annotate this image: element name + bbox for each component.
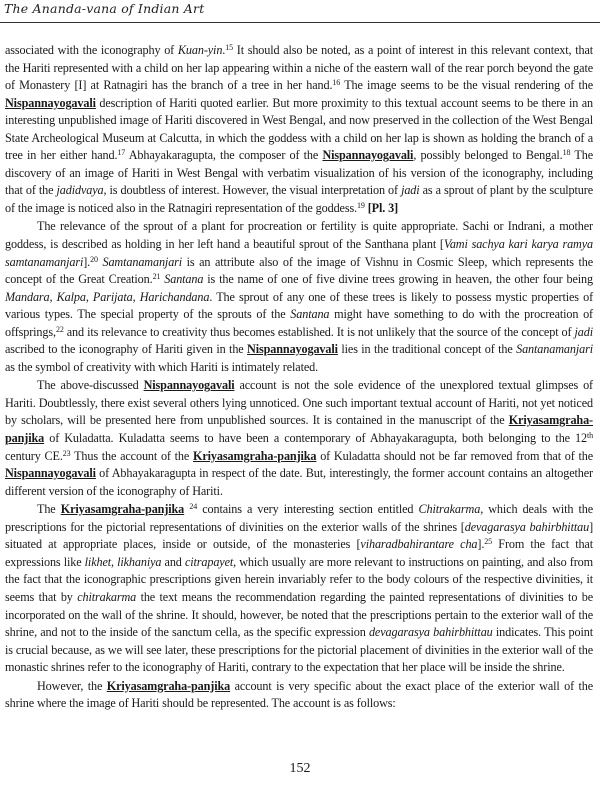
italic-term: jadi bbox=[574, 324, 593, 339]
body-text bbox=[5, 42, 593, 714]
italic-term: Santana bbox=[164, 272, 204, 287]
italic-term: viharadbahirantare cha bbox=[360, 537, 478, 552]
footnote-marker: 20 bbox=[90, 254, 98, 264]
italic-term: Kalpa bbox=[56, 289, 86, 304]
text-title: Nispannayogavali bbox=[322, 148, 414, 163]
footnote-marker: 19 bbox=[357, 200, 365, 210]
paragraph-5: However, the Kriyasamgraha-panjika account is very specific about the exact place of the exterior wall of the shrine where the image of Hariti should be represented. The account is as follows: bbox=[5, 678, 594, 711]
header-rule bbox=[0, 22, 600, 23]
italic-term: Harichandana bbox=[139, 289, 210, 304]
italic-term: Samtanamanjari bbox=[102, 254, 183, 269]
footnote-marker: 16 bbox=[332, 78, 341, 88]
italic-term: Vami sachya kari karya ramya samtanamanjari bbox=[5, 237, 593, 269]
italic-term: likhet bbox=[84, 554, 112, 569]
italic-term: likhaniya bbox=[117, 554, 162, 569]
footnote-marker: 22 bbox=[55, 324, 64, 334]
italic-term: jadidvaya bbox=[56, 183, 104, 198]
text-title: Kriyasamgraha-panjika bbox=[60, 502, 185, 517]
italic-term: Santana bbox=[290, 307, 330, 322]
italic-term: Parijata bbox=[92, 289, 133, 304]
italic-term: chitrakarma bbox=[77, 589, 137, 604]
text-title: Kriyasamgraha-panjika bbox=[106, 678, 231, 693]
text-title: Nispannayogavali bbox=[247, 342, 338, 357]
paragraph-4: The Kriyasamgraha-panjika $^{24}$ contains a very interesting section entitled Chitrakarma, which deals with the prescriptions for the pictorial representations of divinities on the exterior walls of the shrines [devagarasya bahirbhittau] situated at appropriate places, inside or outside, of the monasteries [viharadbahirantare cha].$^{25}$ From the fact that expressions like likhet, likhaniya and citrapayet, which usually are more relevant to instructions on painting, and also from the fact that the iconographic prescriptions given herein invariably refer to the body colours of the respective divinities, it seems that by chitrakarma the text means the recommendation regarding the painted representations of divinities to be incorporated on the wall of the shrine. It should, however, be noted that the prescriptions pertain to the exterior wall of the shrine, and not to the inside of the sanctum cella, as the specific expression devagarasya bahirbhittau indicates. This point is crucial because, as we will see later, these prescriptions for the pictorial placement of divinities in the exterior wall of the monastic shrines refer to the iconography of Hariti, contrary to the expectation that her place will be inside the shrine. bbox=[5, 502, 594, 675]
italic-term: Chitrakarma bbox=[418, 502, 481, 517]
plate-reference: [Pl. 3] bbox=[367, 200, 399, 215]
text-title: Nispannayogavali bbox=[5, 466, 96, 481]
footnote-marker: 17 bbox=[117, 148, 126, 158]
italic-term: Santanamanjari bbox=[516, 342, 593, 357]
footnote-marker: th bbox=[587, 431, 593, 441]
text-title: Kriyasamgraha-panjika bbox=[5, 413, 593, 446]
italic-term: Kuan-yin bbox=[177, 43, 223, 57]
paragraph-2: The relevance of the sprout of a plant for procreation or fertility is quite appropriate. Sachi or Indrani, a mother goddess, is described as holding in her left hand a beautiful sprout of the Santhana plant [Vami sachya kari karya ramya samtanamanjari].$^{20}$ Samtanamanjari is an attribute also of the image of Vishnu in Cosmic Sleep, which represents the concept of the Great Creation.$^{21}$ Santana is the name of one of five divine trees growing in heaven, the other four being Mandara, Kalpa, Parijata, Harichandana. The sprout of any one of these trees is likely to possess mystic properties of various types. The special property of the sprouts of the Santana might have something to do with the procreation of offsprings,$^{22}$ and its relevance to creativity thus becomes established. It is not unlikely that the source of the concept of jadi ascribed to the iconography of Hariti given in the Nispannayogavali lies in the traditional concept of the Santanamanjari as the symbol of creativity with which Hariti is intimately related. bbox=[5, 219, 594, 374]
footnote-marker: 25 bbox=[484, 537, 493, 547]
italic-term: devagarasya bahirbhittau bbox=[368, 625, 493, 640]
text-title: Nispannayogavali bbox=[5, 95, 96, 110]
italic-term: jadi bbox=[401, 183, 420, 198]
footnote-marker: 18 bbox=[562, 148, 571, 158]
text-title: Nispannayogavali bbox=[143, 378, 235, 393]
paragraph-3: The above-discussed Nispannayogavali account is not the sole evidence of the unexplored textual glimpses of Hariti. Doubtlessly, there exist several others lying unnoticed. One such important textual account of Hariti, not yet noticed by scholars, will be presented here from unpublished sources. It is contained in the manuscript of the Kriyasamgraha-panjika of Kuladatta. Kuladatta seems to have been a contemporary of Abhayakaragupta, both belonging to the 12th century CE.$^{23}$ Thus the account of the Kriyasamgraha-panjika of Kuladatta should not be far removed from that of the Nispannayogavali of Abhayakaragupta in respect of the date. But, interestingly, the former account contains an altogether different version of the iconography of Hariti. bbox=[5, 378, 593, 498]
page-number: 152 bbox=[289, 761, 311, 776]
running-head: The Ananda-vana of Indian Art bbox=[4, 1, 205, 16]
italic-term: devagarasya bahirbhittau bbox=[464, 519, 590, 534]
footnote-marker: 23 bbox=[62, 448, 71, 458]
footnote-marker: 21 bbox=[152, 272, 161, 282]
footnote-marker: 24 bbox=[189, 502, 198, 512]
italic-term: citrapayet bbox=[184, 554, 234, 569]
italic-term: Mandara bbox=[5, 289, 50, 304]
text-title: Kriyasamgraha-panjika bbox=[192, 448, 317, 463]
paragraph-1: associated with the iconography of Kuan-yin.$^{15}$ It should also be noted, as a point of interest in this relevant context, that the Hariti represented with a child on her lap appearing within a niche of the eastern wall of the rear porch beyond the gate of Monastery [I] at Ratnagiri has the branch of a tree in her hand.$^{16}$ The image seems to be the visual rendering of the Nispannayogavali description of Hariti quoted earlier. But more proximity to this textual account seems to be there in an interesting unpublished image of Hariti discovered in West Bengal, and now preserved in the collection of the West Bengal State Archeological Museum at Calcutta, in which the goddess with a child on her lap is shown as holding the branch of a tree in her either hand.$^{17}$ Abhayakaragupta, the composer of the Nispannayogavali, possibly belonged to Bengal.$^{18}$ The discovery of an image of Hariti in West Bengal with verbatim visualization of his version of the iconography, including that of the jadidvaya, is doubtless of interest. However, the visual interpretation of jadi as a sprout of plant by the sculpture of the image is noticed also in the Ratnagiri representation of the goddess.$^{19}$ [Pl. 3] bbox=[5, 43, 593, 215]
footnote-marker: 15 bbox=[225, 43, 233, 52]
